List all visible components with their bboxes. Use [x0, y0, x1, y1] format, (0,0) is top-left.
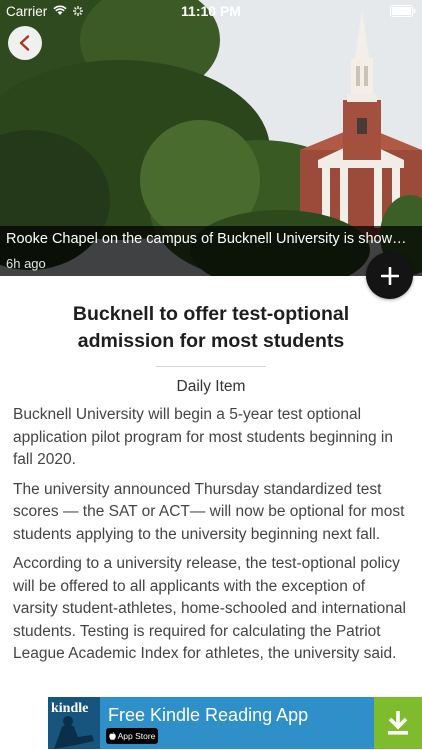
chevron-left-icon [18, 35, 32, 51]
status-bar [0, 0, 422, 22]
ad-title: Free Kindle Reading App [108, 705, 309, 725]
article-source: Daily Item [176, 378, 246, 395]
add-button[interactable] [366, 252, 413, 299]
headline-divider [156, 366, 266, 367]
article-paragraph: The university announced Thursday standardized test scores — the SAT or ACT— will now be optional for most students applying to the university beginning next fall. [13, 480, 405, 543]
plus-icon [381, 267, 399, 285]
article-body [0, 276, 422, 700]
status-time: 11:10 PM [181, 3, 241, 19]
kindle-logo [48, 697, 100, 749]
article-headline: Bucknell to offer test-optional admission for most students [72, 303, 350, 352]
download-arrow-icon [387, 710, 409, 736]
article-paragraph: According to a university release, the test-optional policy will be offered to all applicants with the exception of varsity student-athletes, home-schooled and international students. Testing is required for calculating the Patriot League Academic Index for athletes, the university said. [13, 555, 406, 662]
app-store-badge-text: App Store [117, 731, 156, 741]
apple-icon [109, 732, 116, 740]
ad-content[interactable] [48, 697, 374, 749]
download-button[interactable] [374, 697, 422, 749]
battery-icon [390, 5, 416, 17]
wifi-icon [53, 4, 67, 19]
activity-spinner-icon [73, 4, 83, 19]
article-paragraph: Bucknell University will begin a 5-year test optional application pilot program for most students beginning in fall 2020. [13, 406, 393, 468]
article-timestamp: 6h ago [6, 256, 46, 271]
kindle-logo-text: kindle [51, 701, 89, 716]
caption-text: Rooke Chapel on the campus of Bucknell University is show… [6, 231, 407, 247]
back-button[interactable] [8, 26, 42, 60]
reader-silhouette-icon [48, 697, 100, 749]
ad-banner[interactable] [0, 697, 422, 750]
app-store-badge [106, 728, 158, 744]
carrier-label: Carrier [6, 3, 48, 19]
photo-caption [0, 226, 422, 276]
